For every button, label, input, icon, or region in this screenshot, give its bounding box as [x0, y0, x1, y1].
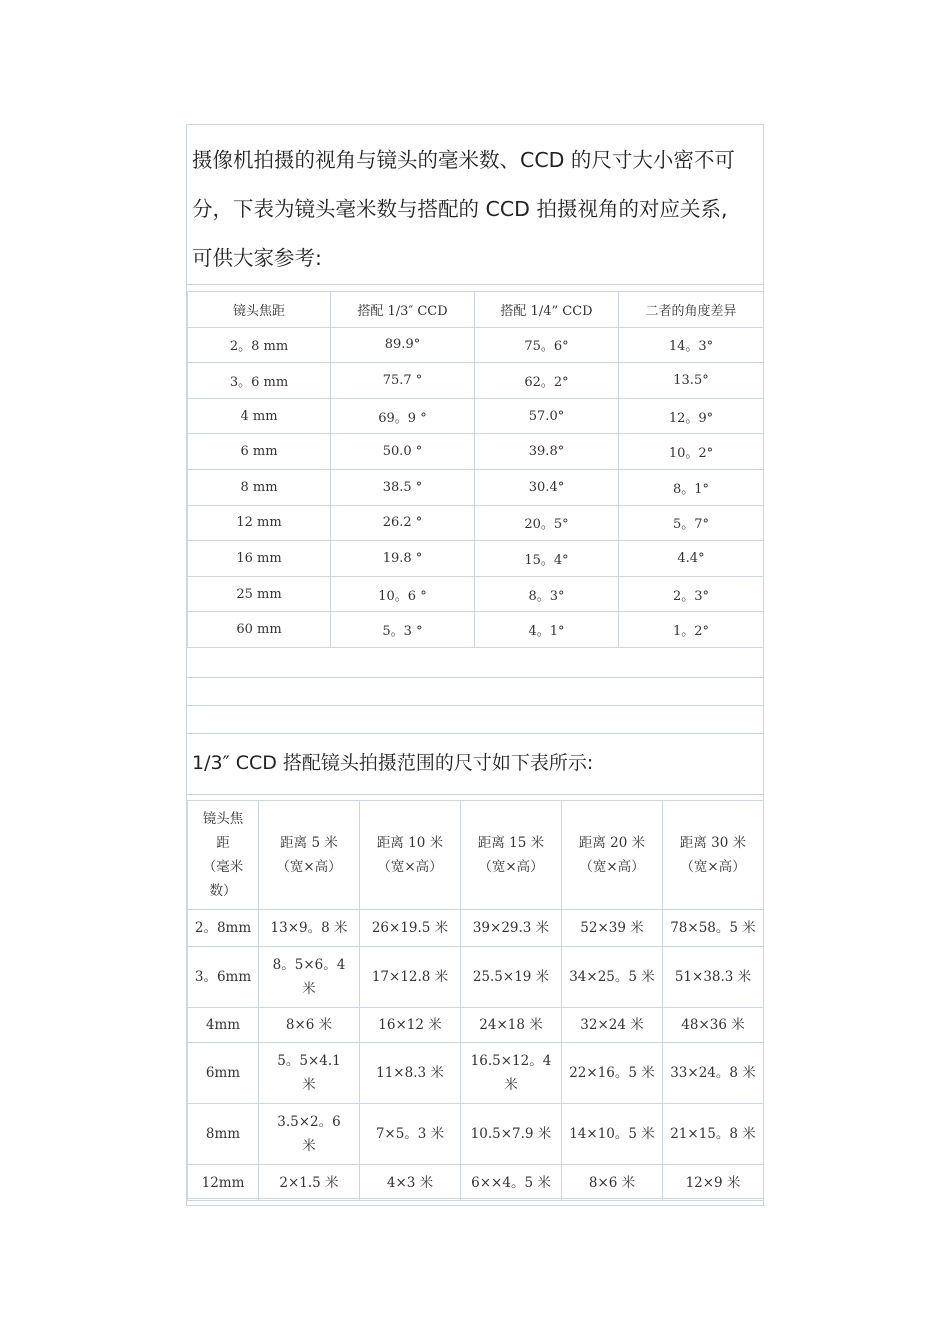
table-cell: [360, 947, 461, 1008]
table-cell: 60 mm: [188, 612, 331, 648]
cell-line: 16×12 米: [378, 1017, 442, 1033]
table-cell: [663, 1104, 764, 1165]
cell-line: 距离 20 米: [578, 835, 646, 851]
cell-line: 21×15。8 米: [670, 1126, 756, 1142]
table-header-cell: [461, 801, 562, 910]
cell-line: 24×18 米: [479, 1017, 543, 1033]
table-cell: 30.4°: [475, 469, 619, 505]
cell-line: 距离 30 米: [679, 835, 747, 851]
cell-line: 2×1.5 米: [279, 1174, 339, 1191]
cell-line: 8×6 米: [285, 1017, 333, 1033]
table-cell: [188, 1104, 259, 1165]
table-row: [188, 363, 764, 399]
table-cell: [663, 910, 764, 947]
cell-line: （宽×高）: [478, 859, 544, 875]
table-row: [188, 505, 764, 541]
cell-line: 11×8.3 米: [376, 1065, 444, 1081]
cell-line: 33×24。8 米: [670, 1065, 756, 1081]
table-cell: 12 mm: [188, 505, 331, 541]
table-cell: 75.7 °: [331, 363, 475, 399]
table-cell: [360, 1043, 461, 1104]
table-cell: 10。6 °: [331, 576, 475, 612]
cell-line: 4mm: [205, 1017, 241, 1033]
table-cell: [562, 1165, 663, 1201]
cell-line: 距离 5 米: [280, 835, 338, 851]
table-header-cell: 镜头焦距: [188, 292, 331, 328]
cell-line: 51×38.3 米: [674, 969, 752, 985]
table-cell: 5。3 °: [331, 612, 475, 648]
cell-line: 34×25。5 米: [569, 969, 655, 985]
cell-line: 2。8mm: [194, 920, 252, 936]
table-cell: [663, 1008, 764, 1043]
cell-line: 7×5。3 米: [375, 1126, 445, 1142]
table-cell: [188, 1165, 259, 1201]
cell-line: 39×29.3 米: [472, 920, 550, 936]
cell-line: 16.5×12。4: [470, 1053, 552, 1069]
table-header-cell: [188, 801, 259, 910]
table-cell: 6 mm: [188, 434, 331, 470]
table-cell: [188, 947, 259, 1008]
cell-line: 48×36 米: [681, 1017, 745, 1033]
cell-line: 米: [504, 1077, 518, 1093]
table-cell: [562, 910, 663, 947]
table-cell: 5。7°: [619, 505, 764, 541]
divider: [187, 705, 763, 706]
table-row: [188, 541, 764, 577]
table-row: [188, 327, 764, 363]
table-cell: [562, 1008, 663, 1043]
table-cell: 57.0°: [475, 398, 619, 434]
table-cell: [259, 1008, 360, 1043]
cell-line: 12×9 米: [685, 1174, 741, 1191]
cell-line: 78×58。5 米: [670, 920, 756, 936]
divider: [187, 794, 763, 795]
table-cell: [188, 1008, 259, 1043]
table-cell: [360, 910, 461, 947]
table-cell: [259, 910, 360, 947]
table-cell: 15。4°: [475, 541, 619, 577]
cell-line: 14×10。5 米: [569, 1126, 655, 1142]
table-row: [188, 398, 764, 434]
cell-line: 52×39 米: [580, 920, 644, 936]
table-header-cell: 二者的角度差异: [619, 292, 764, 328]
cell-line: （宽×高）: [680, 859, 746, 875]
table-header-cell: 搭配 1/3″ CCD: [331, 292, 475, 328]
table-header-row: [188, 801, 764, 910]
cell-line: 4×3 米: [386, 1174, 434, 1191]
table-cell: [461, 1008, 562, 1043]
cell-line: 26×19.5 米: [371, 920, 449, 936]
table-cell: [188, 1043, 259, 1104]
table-cell: 1。2°: [619, 612, 764, 648]
cell-line: 6××4。5 米: [471, 1174, 551, 1191]
divider: [187, 677, 763, 678]
table-cell: [188, 910, 259, 947]
cell-line: （毫米: [202, 859, 244, 875]
table-cell: 2。3°: [619, 576, 764, 612]
table-row: [188, 292, 764, 328]
divider: [187, 284, 763, 285]
table-cell: 38.5 °: [331, 469, 475, 505]
cell-line: 6mm: [205, 1065, 241, 1081]
table-cell: 26.2 °: [331, 505, 475, 541]
table-cell: 8。1°: [619, 469, 764, 505]
table-cell: [360, 1104, 461, 1165]
table-row: [188, 1104, 764, 1165]
table-cell: [259, 1104, 360, 1165]
table-cell: [461, 1104, 562, 1165]
table-cell: 4 mm: [188, 398, 331, 434]
table-header-cell: [562, 801, 663, 910]
cell-line: （宽×高）: [579, 859, 645, 875]
cell-line: 距离 10 米: [376, 835, 444, 851]
table-cell: 50.0 °: [331, 434, 475, 470]
cell-line: 12mm: [201, 1174, 245, 1191]
table-cell: 4。1°: [475, 612, 619, 648]
table-cell: [663, 1043, 764, 1104]
cell-line: 8×6 米: [588, 1174, 636, 1191]
cell-line: 米: [302, 1077, 316, 1093]
shooting-range-table: [187, 800, 764, 1201]
table-cell: 8 mm: [188, 469, 331, 505]
table-cell: 2。8 mm: [188, 327, 331, 363]
table-cell: 16 mm: [188, 541, 331, 577]
cell-line: 米: [302, 981, 316, 997]
cell-line: 距: [216, 835, 230, 851]
table-cell: 12。9°: [619, 398, 764, 434]
table-cell: [259, 1043, 360, 1104]
cell-line: 25.5×19 米: [472, 969, 550, 985]
table-row: [188, 1043, 764, 1104]
cell-line: 13×9。8 米: [270, 920, 348, 936]
table-row: [188, 947, 764, 1008]
table-header-cell: [259, 801, 360, 910]
table-cell: 4.4°: [619, 541, 764, 577]
table-cell: [360, 1165, 461, 1201]
table-cell: 39.8°: [475, 434, 619, 470]
table-cell: 19.8 °: [331, 541, 475, 577]
cell-line: 数）: [209, 883, 237, 899]
table-cell: [461, 947, 562, 1008]
table-cell: 20。5°: [475, 505, 619, 541]
table-cell: [562, 1043, 663, 1104]
table-cell: [562, 1104, 663, 1165]
cell-line: 17×12.8 米: [371, 969, 449, 985]
table-row: [188, 576, 764, 612]
table-cell: [663, 1165, 764, 1201]
table-header-cell: [663, 801, 764, 910]
table-cell: 69。9 °: [331, 398, 475, 434]
cell-line: 米: [302, 1138, 316, 1154]
table-cell: [360, 1008, 461, 1043]
table-row: [188, 1165, 764, 1201]
table-cell: 3。6 mm: [188, 363, 331, 399]
table-cell: 13.5°: [619, 363, 764, 399]
intro-line: 可供大家参考:: [192, 246, 322, 270]
table-header-cell: [360, 801, 461, 910]
table-cell: [461, 1043, 562, 1104]
table-cell: 10。2°: [619, 434, 764, 470]
divider: [187, 733, 763, 734]
cell-line: 8。5×6。4: [272, 957, 346, 973]
cell-line: （宽×高）: [377, 859, 443, 875]
table-row: [188, 469, 764, 505]
table-cell: [562, 947, 663, 1008]
cell-line: 8mm: [205, 1126, 241, 1142]
table-row: [188, 434, 764, 470]
cell-line: 镜头焦: [202, 811, 244, 827]
cell-line: 10.5×7.9 米: [470, 1126, 552, 1142]
table-cell: 62。2°: [475, 363, 619, 399]
table-cell: [259, 947, 360, 1008]
table-row: [188, 910, 764, 947]
cell-line: 32×24 米: [580, 1017, 644, 1033]
table-row: [188, 612, 764, 648]
intro-line: 摄像机拍摄的视角与镜头的毫米数、CCD 的尺寸大小密不可: [192, 148, 735, 172]
section-heading: 1/3″ CCD 搭配镜头拍摄范围的尺寸如下表所示:: [192, 752, 594, 774]
table-row: [188, 1008, 764, 1043]
cell-line: （宽×高）: [276, 859, 342, 875]
divider: [187, 1198, 763, 1199]
table-cell: 75。6°: [475, 327, 619, 363]
cell-line: 3。6mm: [194, 969, 252, 985]
table-cell: 25 mm: [188, 576, 331, 612]
table-cell: 14。3°: [619, 327, 764, 363]
intro-paragraph: [192, 136, 758, 283]
table-cell: [259, 1165, 360, 1201]
cell-line: 5。5×4.1: [277, 1053, 341, 1069]
cell-line: 距离 15 米: [477, 835, 545, 851]
table-header-cell: 搭配 1/4” CCD: [475, 292, 619, 328]
viewing-angle-table: [187, 291, 764, 648]
table-cell: 89.9°: [331, 327, 475, 363]
table-cell: [461, 910, 562, 947]
table-cell: [461, 1165, 562, 1201]
cell-line: 3.5×2。6: [277, 1114, 341, 1130]
table-cell: 8。3°: [475, 576, 619, 612]
cell-line: 22×16。5 米: [569, 1065, 655, 1081]
table-cell: [663, 947, 764, 1008]
intro-line: 分，下表为镜头毫米数与搭配的 CCD 拍摄视角的对应关系,: [192, 197, 728, 221]
